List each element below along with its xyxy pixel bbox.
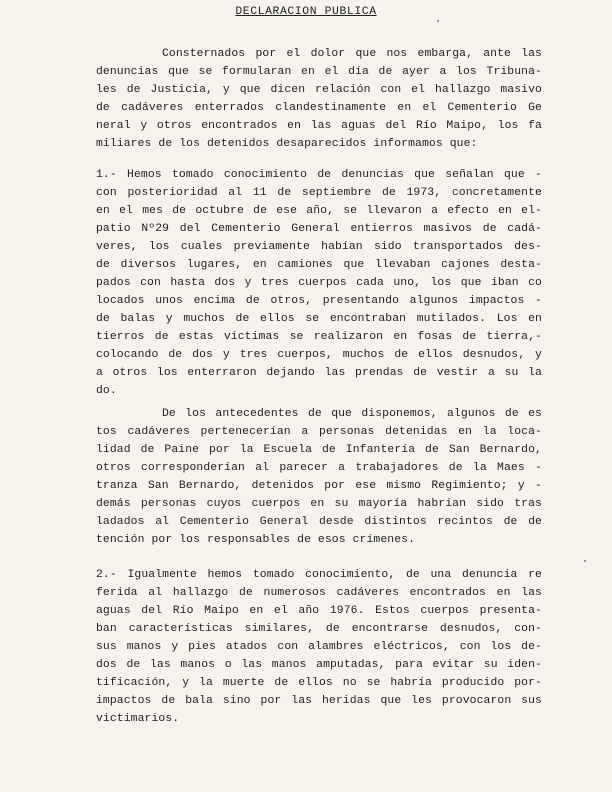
text-line: impactos de bala sino por las heridas que les provocaron sus — [96, 695, 542, 707]
paragraph-point-2 — [96, 566, 542, 728]
text-line: patio Nº29 del Cementerio General entierros masivos de cadá- — [96, 223, 542, 235]
text-line: demás personas cuyos cuerpos en su mayoría habrían sido tras — [96, 498, 542, 510]
text-line: Consternados por el dolor que nos embarga, ante las — [162, 48, 542, 60]
text-line: pados con hasta dos y tres cuerpos cada uno, los que iban co — [96, 277, 542, 289]
text-line: tierros de estas víctimas se realizaron en fosas de tierra,- — [96, 331, 542, 343]
text-line: 1.- Hemos tomado conocimiento de denuncias que señalan que - — [96, 169, 542, 181]
text-line: veres, los cuales previamente habían sido transportados des- — [96, 241, 542, 253]
text-line: miliares de los detenidos desaparecidos informamos que: — [96, 138, 478, 150]
text-line: dos de las manos o las manos amputadas, para evitar su iden- — [96, 659, 542, 671]
text-line: tos cadáveres pertenecerían a personas detenidas en la loca- — [96, 426, 542, 438]
text-line: lidad de Paine por la Escuela de Infantería de San Bernardo, — [96, 444, 542, 456]
text-line: tificación, y la muerte de ellos no se habría producido por- — [96, 677, 542, 689]
text-line: denuncias que se formularan en el día de ayer a los Tribuna- — [96, 66, 542, 78]
paragraph-point-1 — [96, 166, 542, 400]
text-line: ladados al Cementerio General desde distintos recintos de de — [96, 516, 542, 528]
text-line: 2.- Igualmente hemos tomado conocimiento, de una denuncia re — [96, 569, 542, 581]
text-line: les de Justicia, y que dicen relación con el hallazgo masivo — [96, 84, 542, 96]
text-line: tención por los responsables de esos crímenes. — [96, 534, 416, 546]
scan-speck — [437, 20, 439, 22]
text-line: a otros los enterraron dejando las prendas de vestir a su la — [96, 367, 542, 379]
text-line: tranza San Bernardo, detenidos por ese mismo Regimiento; y - — [96, 480, 542, 492]
text-line: ban características similares, de encontrarse desnudos, con- — [96, 623, 542, 635]
document-title: DECLARACION PUBLICA — [235, 6, 377, 18]
paragraph-intro — [96, 45, 542, 153]
text-line: sus manos y pies atados con alambres eléctricos, con los de- — [96, 641, 542, 653]
text-line: de balas y muchos de ellos se encontraban mutilados. Los en — [96, 313, 542, 325]
scan-speck — [584, 560, 586, 562]
text-line: neral y otros encontrados en las aguas del Río Maipo, los fa — [96, 120, 542, 132]
text-line: locados unos encima de otros, presentando algunos impactos - — [96, 295, 542, 307]
text-line: ferida al hallazgo de numerosos cadáveres encontrados en las — [96, 587, 542, 599]
text-line: otros corresponderían al parecer a trabajadores de la Maes - — [96, 462, 542, 474]
text-line: colocando de dos y tres cuerpos, muchos de ellos desnudos, y — [96, 349, 542, 361]
text-line: De los antecedentes de que disponemos, algunos de es — [162, 408, 542, 420]
text-line: aguas del Río Maipo en el año 1976. Estos cuerpos presenta- — [96, 605, 542, 617]
text-line: con posterioridad al 11 de septiembre de 1973, concretamente — [96, 187, 542, 199]
text-line: do. — [96, 385, 117, 397]
paragraph-antecedentes — [96, 405, 542, 549]
text-line: en el mes de octubre de ese año, se llevaron a efecto en el- — [96, 205, 542, 217]
text-line: de cadáveres enterrados clandestinamente en el Cementerio Ge — [96, 102, 542, 114]
text-line: victimarios. — [96, 713, 180, 725]
text-line: de diversos lugares, en camiones que llevaban cajones desta- — [96, 259, 542, 271]
